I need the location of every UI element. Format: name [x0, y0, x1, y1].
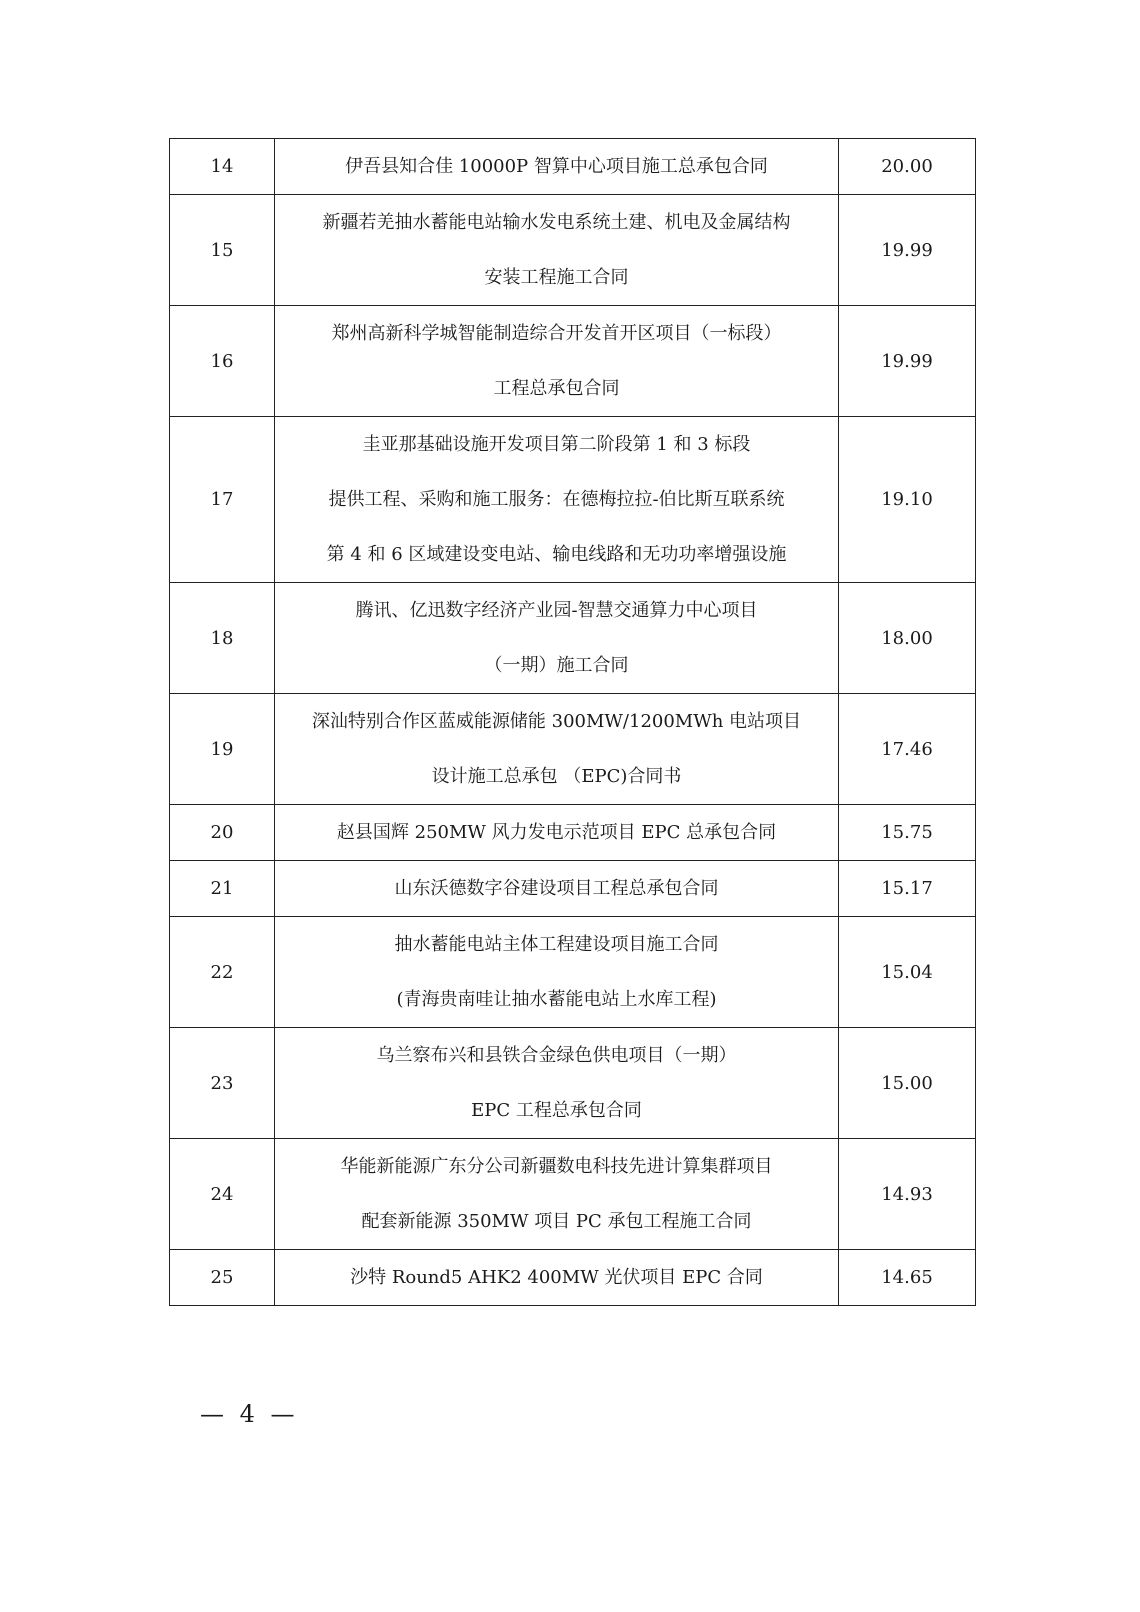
amount-cell: 18.00	[839, 583, 976, 694]
table-row	[170, 139, 976, 195]
row-number-cell: 24	[170, 1139, 275, 1250]
amount-cell: 20.00	[839, 139, 976, 195]
row-number-cell: 16	[170, 306, 275, 417]
table-row	[170, 1250, 976, 1306]
project-name-cell	[275, 417, 839, 583]
project-name-cell	[275, 306, 839, 417]
table-row	[170, 1139, 976, 1250]
row-number-cell: 17	[170, 417, 275, 583]
table-row	[170, 417, 976, 583]
project-name-line: 安装工程施工合同	[484, 267, 629, 288]
project-name-cell	[275, 694, 839, 805]
project-name-cell	[275, 805, 839, 861]
project-name-cell	[275, 1139, 839, 1250]
project-name-cell	[275, 1250, 839, 1306]
project-name-line: 抽水蓄能电站主体工程建设项目施工合同	[394, 934, 719, 955]
project-name-line: 赵县国辉 250MW 风力发电示范项目 EPC 总承包合同	[336, 822, 777, 843]
amount-cell: 17.46	[839, 694, 976, 805]
table-row	[170, 1028, 976, 1139]
row-number-cell: 18	[170, 583, 275, 694]
table-row	[170, 694, 976, 805]
project-name-line: (青海贵南哇让抽水蓄能电站上水库工程)	[396, 989, 717, 1010]
amount-cell: 14.65	[839, 1250, 976, 1306]
project-name-cell	[275, 1028, 839, 1139]
project-name-line: 工程总承包合同	[493, 378, 620, 399]
row-number-cell: 25	[170, 1250, 275, 1306]
amount-cell: 19.10	[839, 417, 976, 583]
row-number-cell: 15	[170, 195, 275, 306]
project-name-line: 乌兰察布兴和县铁合金绿色供电项目（一期）	[376, 1045, 737, 1066]
project-name-line: 深汕特别合作区蓝威能源储能 300MW/1200MWh 电站项目	[311, 711, 802, 732]
project-name-cell	[275, 583, 839, 694]
project-name-line: 山东沃德数字谷建设项目工程总承包合同	[394, 878, 719, 899]
row-number-cell: 20	[170, 805, 275, 861]
project-name-line: 新疆若羌抽水蓄能电站输水发电系统土建、机电及金属结构	[322, 212, 791, 233]
amount-cell: 15.75	[839, 805, 976, 861]
project-name-line: 腾讯、亿迅数字经济产业园-智慧交通算力中心项目	[355, 600, 758, 621]
amount-cell: 15.00	[839, 1028, 976, 1139]
project-name-line: 配套新能源 350MW 项目 PC 承包工程施工合同	[361, 1211, 752, 1232]
project-name-cell	[275, 195, 839, 306]
project-name-line: 第 4 和 6 区域建设变电站、输电线路和无功功率增强设施	[326, 544, 787, 565]
table-row	[170, 306, 976, 417]
amount-cell: 19.99	[839, 195, 976, 306]
table-row	[170, 917, 976, 1028]
project-name-line: 伊吾县知合佳 10000P 智算中心项目施工总承包合同	[345, 156, 768, 177]
amount-cell: 15.17	[839, 861, 976, 917]
project-name-line: （一期）施工合同	[484, 655, 629, 676]
table-row	[170, 195, 976, 306]
project-name-cell	[275, 139, 839, 195]
table-row	[170, 583, 976, 694]
row-number-cell: 23	[170, 1028, 275, 1139]
project-name-line: 设计施工总承包 （EPC)合同书	[431, 766, 682, 787]
table-row	[170, 805, 976, 861]
project-name-cell	[275, 861, 839, 917]
row-number-cell: 19	[170, 694, 275, 805]
amount-cell: 15.04	[839, 917, 976, 1028]
page-number: — 4 —	[200, 1400, 299, 1428]
project-name-line: 沙特 Round5 AHK2 400MW 光伏项目 EPC 合同	[350, 1267, 763, 1288]
project-name-line: 提供工程、采购和施工服务：在德梅拉拉-伯比斯互联系统	[328, 489, 785, 510]
amount-cell: 14.93	[839, 1139, 976, 1250]
project-name-cell	[275, 917, 839, 1028]
table-row	[170, 861, 976, 917]
row-number-cell: 21	[170, 861, 275, 917]
project-name-line: 郑州高新科学城智能制造综合开发首开区项目（一标段）	[331, 323, 782, 344]
project-name-line: 华能新能源广东分公司新疆数电科技先进计算集群项目	[340, 1156, 773, 1177]
row-number-cell: 22	[170, 917, 275, 1028]
project-name-line: EPC 工程总承包合同	[471, 1100, 642, 1121]
contracts-table	[169, 138, 976, 1306]
row-number-cell: 14	[170, 139, 275, 195]
amount-cell: 19.99	[839, 306, 976, 417]
project-name-line: 圭亚那基础设施开发项目第二阶段第 1 和 3 标段	[362, 434, 751, 455]
table-body	[170, 139, 976, 1306]
